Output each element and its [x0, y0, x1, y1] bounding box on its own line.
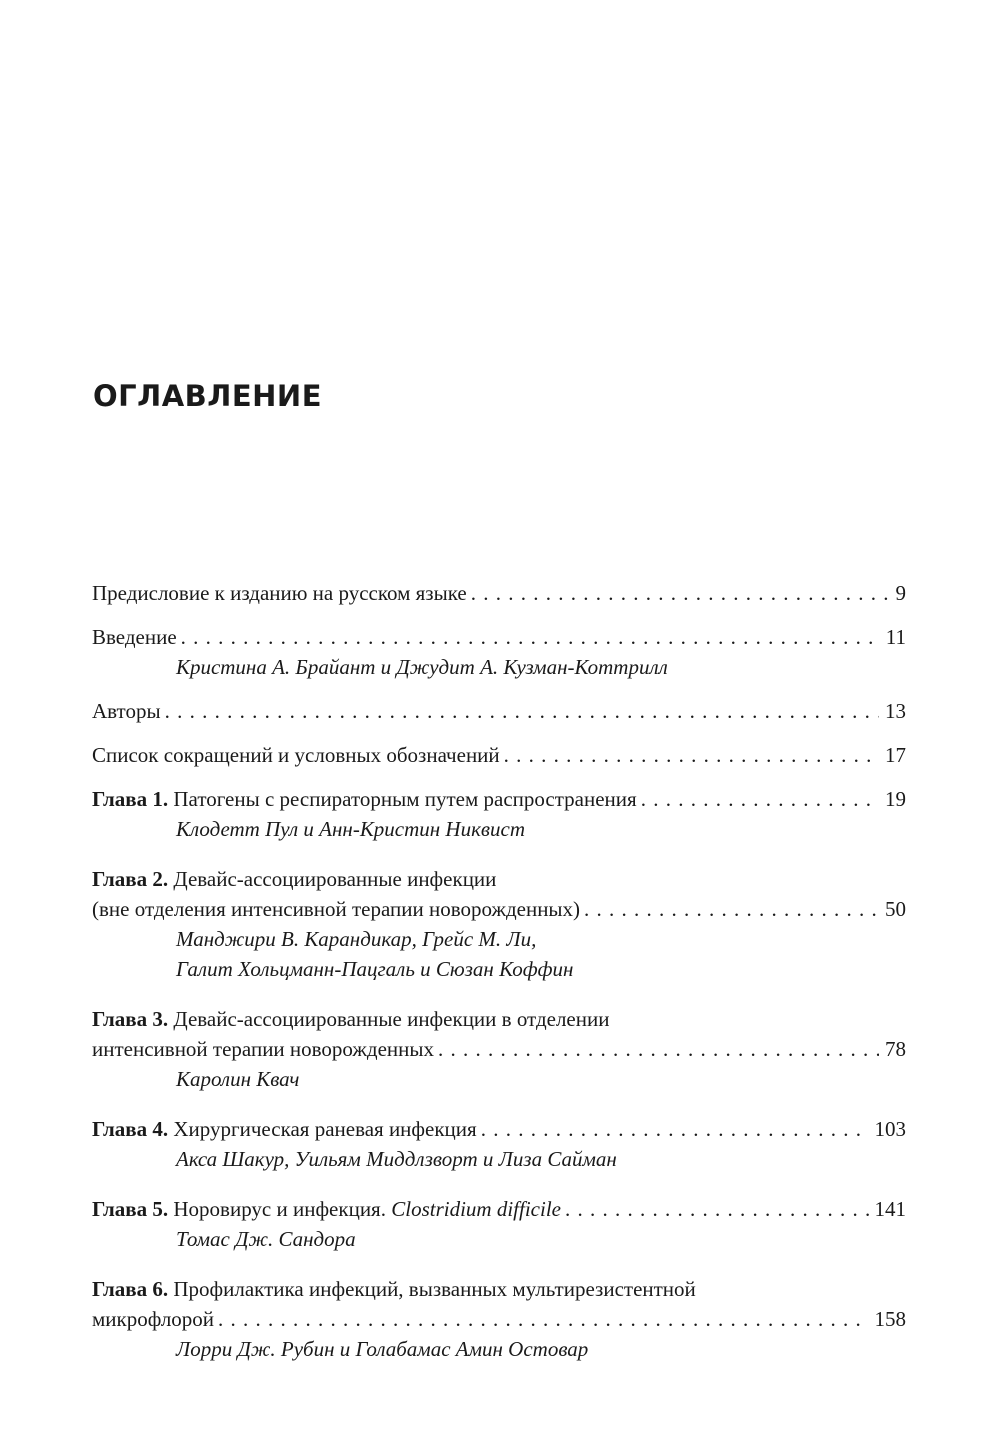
toc-title: Патогены с респираторным путем распространения — [173, 787, 637, 811]
toc-title: Авторы — [92, 699, 161, 723]
toc-author: Томас Дж. Сандора — [176, 1227, 356, 1251]
leader-dots — [477, 1114, 869, 1144]
leader-dots — [580, 894, 879, 924]
table-of-contents — [92, 578, 906, 1378]
toc-author: Клодетт Пул и Анн-Кристин Никвист — [176, 817, 526, 841]
leader-dots — [467, 578, 890, 608]
toc-page-number: 78 — [885, 1037, 906, 1061]
toc-author: Акса Шакур, Уильям Миддлзворт и Лиза Сайман — [176, 1147, 617, 1171]
toc-entry-preface[interactable] — [92, 578, 906, 608]
toc-entry-abbreviations[interactable] — [92, 740, 906, 770]
toc-author: Галит Хольцманн-Пацгаль и Сюзан Коффин — [176, 957, 574, 981]
toc-title: Хирургическая раневая инфекция — [173, 1117, 477, 1141]
toc-page-number: 11 — [885, 625, 906, 649]
chapter-label: Глава 2. — [92, 867, 169, 891]
toc-title: Норовирус и инфекция. — [173, 1197, 386, 1221]
leader-dots — [434, 1034, 879, 1064]
toc-author: Каролин Квач — [176, 1067, 300, 1091]
toc-page-number: 17 — [885, 743, 906, 767]
toc-author: Лорри Дж. Рубин и Голабамас Амин Остовар — [176, 1337, 589, 1361]
toc-title: Девайс-ассоциированные инфекции в отделении — [173, 1007, 610, 1031]
chapter-label: Глава 1. — [92, 787, 169, 811]
toc-title: Профилактика инфекций, вызванных мультирезистентной — [173, 1277, 696, 1301]
toc-entry-intro[interactable] — [92, 622, 906, 682]
chapter-label: Глава 6. — [92, 1277, 169, 1301]
toc-entry-chapter-1[interactable] — [92, 784, 906, 844]
toc-page-number: 13 — [885, 699, 906, 723]
toc-title-continued: интенсивной терапии новорожденных — [92, 1037, 435, 1061]
toc-author: Кристина А. Брайант и Джудит А. Кузман-Коттрилл — [176, 655, 668, 679]
toc-page-number: 9 — [895, 581, 906, 605]
toc-page-number: 19 — [885, 787, 906, 811]
chapter-label: Глава 4. — [92, 1117, 169, 1141]
leader-dots — [561, 1194, 869, 1224]
toc-author: Манджири В. Карандикар, Грейс М. Ли, — [176, 927, 537, 951]
chapter-label: Глава 5. — [92, 1197, 169, 1221]
toc-title-continued: (вне отделения интенсивной терапии новорожденных) — [92, 897, 581, 921]
leader-dots — [161, 696, 879, 726]
toc-entry-chapter-6[interactable] — [92, 1274, 906, 1364]
toc-page-number: 50 — [885, 897, 906, 921]
leader-dots — [500, 740, 879, 770]
toc-entry-chapter-3[interactable] — [92, 1004, 906, 1094]
toc-title: Предисловие к изданию на русском языке — [92, 581, 467, 605]
toc-entry-authors[interactable] — [92, 696, 906, 726]
toc-page-number: 158 — [874, 1307, 906, 1331]
leader-dots — [214, 1304, 868, 1334]
toc-entry-chapter-2[interactable] — [92, 864, 906, 984]
toc-page-number: 103 — [874, 1117, 906, 1141]
toc-title: Введение — [92, 625, 177, 649]
toc-title: Список сокращений и условных обозначений — [92, 743, 500, 767]
leader-dots — [177, 622, 880, 652]
toc-title: Девайс-ассоциированные инфекции — [173, 867, 497, 891]
leader-dots — [637, 784, 879, 814]
toc-page-number: 141 — [874, 1197, 906, 1221]
toc-title-italic: Clostridium difficile — [391, 1197, 561, 1221]
page-title: ОГЛАВЛЕНИЕ — [93, 379, 323, 413]
toc-entry-chapter-4[interactable] — [92, 1114, 906, 1174]
chapter-label: Глава 3. — [92, 1007, 169, 1031]
toc-entry-chapter-5[interactable] — [92, 1194, 906, 1254]
toc-title-continued: микрофлорой — [92, 1307, 215, 1331]
